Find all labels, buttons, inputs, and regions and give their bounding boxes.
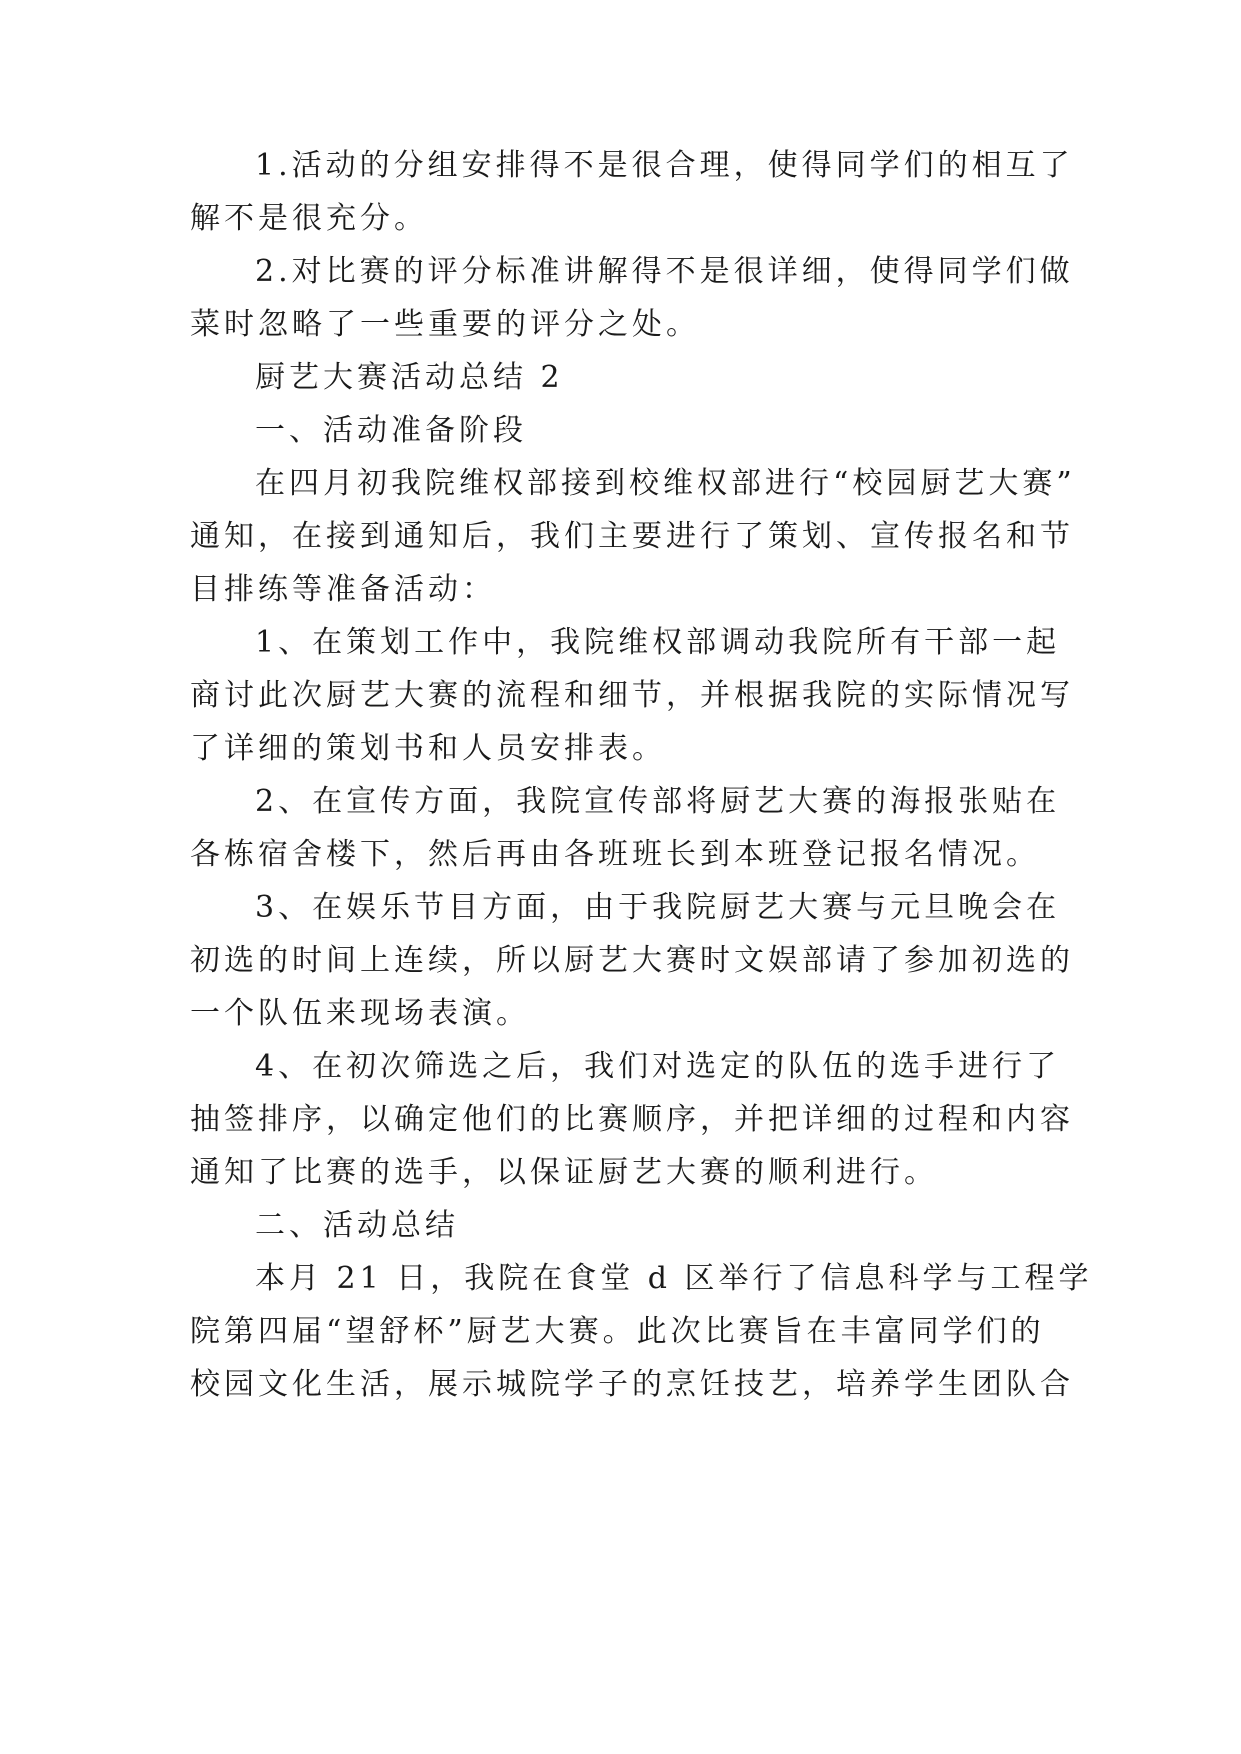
text-line: 3、在娱乐节目方面，由于我院厨艺大赛与元旦晚会在 <box>255 890 1061 925</box>
section-heading: 一、活动准备阶段 <box>255 413 527 448</box>
text-line: 院第四届“望舒杯”厨艺大赛。此次比赛旨在丰富同学们的 <box>190 1314 1045 1349</box>
text-line: 初选的时间上连续，所以厨艺大赛时文娱部请了参加初选的 <box>190 943 1074 978</box>
text-line: 本月 21 日，我院在食堂 d 区举行了信息科学与工程学 <box>255 1261 1093 1296</box>
text-line: 商讨此次厨艺大赛的流程和细节，并根据我院的实际情况写 <box>190 678 1074 713</box>
text-line: 抽签排序，以确定他们的比赛顺序，并把详细的过程和内容 <box>190 1102 1074 1137</box>
text-line: 4、在初次筛选之后，我们对选定的队伍的选手进行了 <box>255 1049 1061 1084</box>
text-line: 2.对比赛的评分标准讲解得不是很详细，使得同学们做 <box>255 254 1074 289</box>
text-line: 目排练等准备活动： <box>190 572 496 607</box>
text-line: 通知，在接到通知后，我们主要进行了策划、宣传报名和节 <box>190 519 1074 554</box>
section-heading: 二、活动总结 <box>255 1208 459 1243</box>
text-line: 1、在策划工作中，我院维权部调动我院所有干部一起 <box>255 625 1061 660</box>
text-line: 解不是很充分。 <box>190 201 428 236</box>
text-line: 菜时忽略了一些重要的评分之处。 <box>190 307 700 342</box>
text-line: 了详细的策划书和人员安排表。 <box>190 731 666 766</box>
text-line: 各栋宿舍楼下，然后再由各班班长到本班登记报名情况。 <box>190 837 1040 872</box>
text-line: 校园文化生活，展示城院学子的烹饪技艺，培养学生团队合 <box>190 1367 1074 1402</box>
section-title: 厨艺大赛活动总结 2 <box>255 360 564 395</box>
text-line: 1.活动的分组安排得不是很合理，使得同学们的相互了 <box>255 148 1074 183</box>
text-line: 一个队伍来现场表演。 <box>190 996 530 1031</box>
text-line: 在四月初我院维权部接到校维权部进行“校园厨艺大赛” <box>255 466 1076 501</box>
text-line: 通知了比赛的选手，以保证厨艺大赛的顺利进行。 <box>190 1155 938 1190</box>
text-line: 2、在宣传方面，我院宣传部将厨艺大赛的海报张贴在 <box>255 784 1061 819</box>
